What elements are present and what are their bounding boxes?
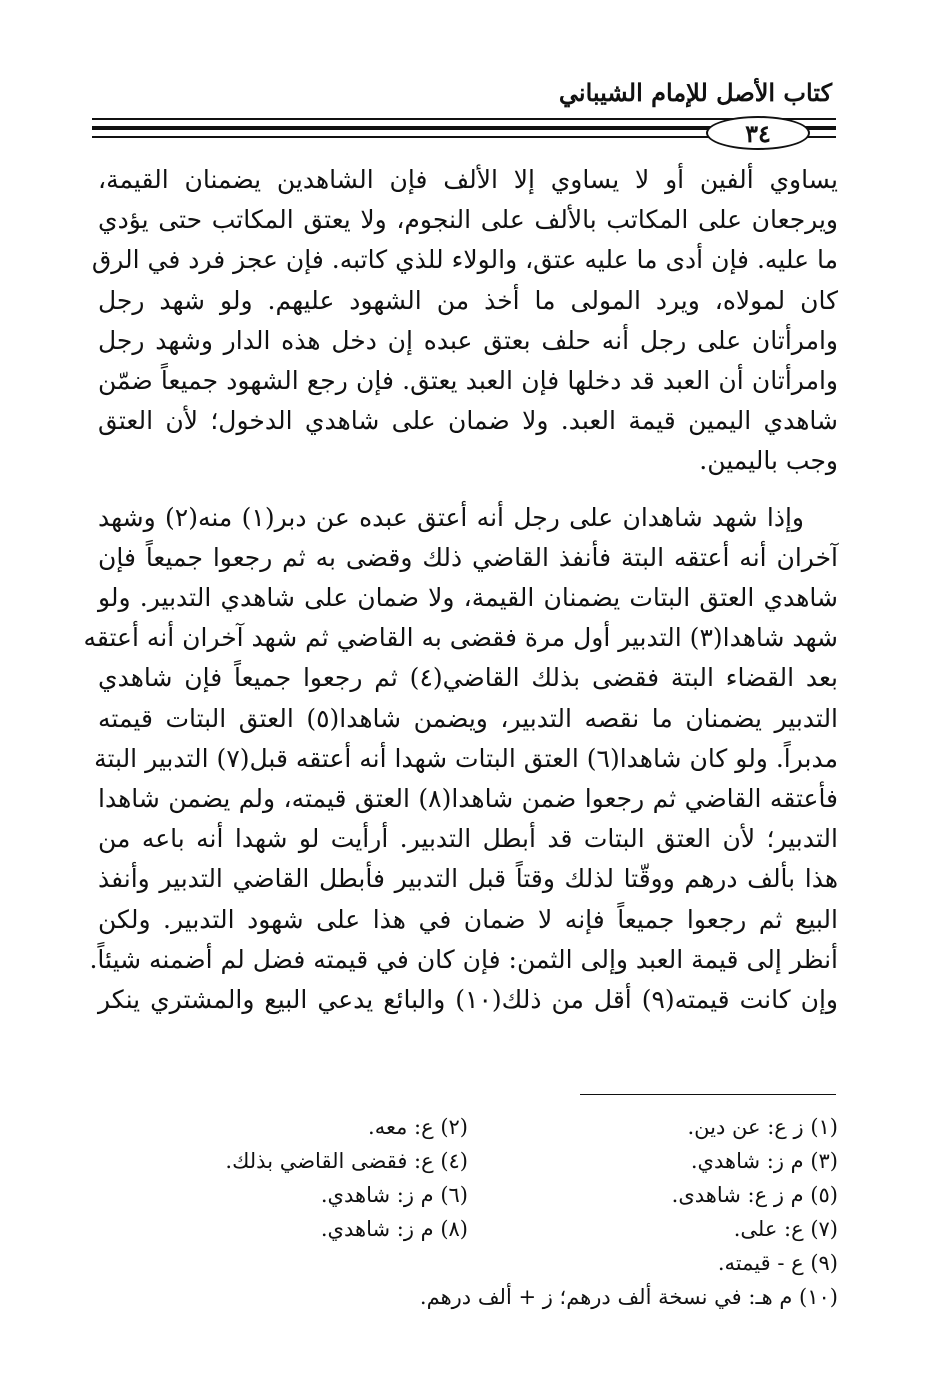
text-line: ما عليه. فإن أدى ما عليه عتق، والولاء للذي كاتبه. فإن عجز فرد في الرق [91,245,838,275]
text-line: التدبير؛ لأن العتق البتات قد أبطل التدبير. أرأيت لو شهدا أنه باعه من [98,824,838,854]
footnotes [98,1110,838,1314]
footnote-2: (٢) ع: معه. [368,1115,468,1139]
text-line: وامرأتان على رجل أنه حلف بعتق عبده إن دخل هذه الدار وشهد رجل [98,325,838,355]
running-header-title: كتاب الأصل للإمام الشيباني [558,78,832,107]
text-line: شاهدي العتق البتات يضمنان القيمة، ولا ضمان على شاهدي التدبير. ولو [98,583,838,613]
text-line: وإن كانت قيمته(٩) أقل من ذلك(١٠) والبائع يدعي البيع والمشتري ينكر [98,985,838,1015]
footnote-9: (٩) ع - قيمته. [717,1251,838,1275]
footnote-row [98,1144,838,1178]
text-line: أنظر إلى قيمة العبد وإلى الثمن: فإن كان في قيمته فضل لم أضمنه شيئاً. [89,944,838,974]
footnote-3: (٣) م ز: شاهدي. [690,1149,838,1173]
footnote-row [98,1178,838,1212]
text-line: وإذا شهد شاهدان على رجل أنه أعتق عبده عن دبر(١) منه(٢) وشهد [98,502,805,532]
footnote-row [98,1212,838,1246]
text-line: فأعتقه القاضي ثم رجعوا ضمن شاهدا(٨) العتق قيمته، ولم يضمن شاهدا [98,784,839,814]
text-line: وجب باليمين. [699,446,838,476]
text-line: شاهدي اليمين قيمة العبد. ولا ضمان على شاهدي الدخول؛ لأن العتق [98,406,838,436]
footnote-separator [580,1094,836,1095]
text-line: التدبير يضمنان ما نقصه التدبير، ويضمن شاهدا(٥) العتق البتات قيمته [98,703,839,733]
text-line: هذا بألف درهم ووقّتا لذلك وقتاً قبل التدبير فأبطل القاضي التدبير وأنفذ [98,864,838,894]
footnote-6: (٦) م ز: شاهدي. [320,1183,468,1207]
footnote-5: (٥) م ز ع: شاهدى. [671,1183,838,1207]
header-rule [92,112,836,152]
text-line: وامرأتان أن العبد قد دخلها فإن العبد يعتق. فإن رجع الشهود جميعاً ضمّن [98,366,838,396]
text-line: ويرجعان على المكاتب بالألف على النجوم، ولا يعتق المكاتب حتى يؤدي [98,205,838,235]
footnote-10: (١٠) م هـ: في نسخة ألف درهم؛ ز + ألف درهم. [419,1285,838,1309]
text-line: بعد القضاء البتة فقضى بذلك القاضي(٤) ثم رجعوا جميعاً فإن شاهدي [98,663,838,693]
page-number: ٣٤ [745,118,771,148]
main-text [83,160,839,1020]
paragraph-1 [91,160,838,482]
footnote-row [98,1110,838,1144]
footnote-4: (٤) ع: فقضى القاضي بذلك. [225,1149,468,1173]
footnote-8: (٨) م ز: شاهدي. [320,1217,468,1241]
text-line: البيع ثم رجعوا جميعاً فإنه لا ضمان في هذا على شهود التدبير. ولكن [98,904,838,934]
paragraph-2 [83,498,839,1021]
text-line: يساوي ألفين أو لا يساوي إلا الألف فإن الشاهدين يضمنان القيمة، [98,165,838,194]
text-line: كان لمولاه، ويرد المولى ما أخذ من الشهود عليهم. ولو شهد رجل [98,285,838,315]
text-line: آخران أنه أعتقه البتة فأنفذ القاضي ذلك وقضى به ثم رجعوا جميعاً فإن [98,542,838,572]
text-line: مدبراً. ولو كان شاهدا(٦) العتق البتات شهدا أنه أعتقه قبل(٧) التدبير البتة [94,743,838,773]
footnote-1: (١) ز ع: عن دين. [687,1115,838,1139]
text-line: شهد شاهدا(٣) التدبير أول مرة فقضى به القاضي ثم شهد آخران أنه أعتقه [83,623,838,653]
page-number-badge [706,116,810,150]
footnote-7: (٧) ع: على. [733,1217,838,1241]
